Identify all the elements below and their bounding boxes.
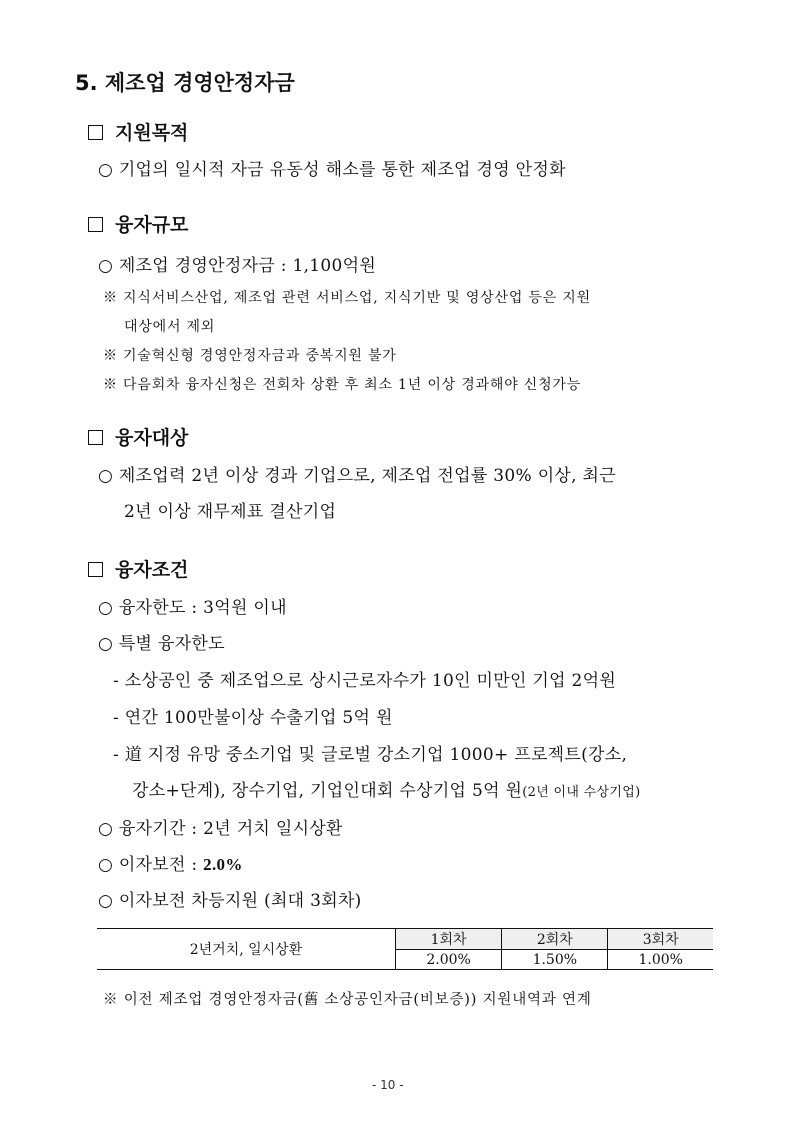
interest-rate-table (97, 928, 713, 970)
special-item-2: - 연간 100만불이상 수출기업 5억 원 (113, 708, 393, 728)
condition-differential: ○ 이자보전 차등지원 (최대 3회차) (98, 891, 362, 911)
table-header-1: 1회차 (396, 929, 502, 950)
section-title: 5. 제조업 경영안정자금 (75, 71, 295, 95)
footnote: ※ 이전 제조업 경영안정자금(舊 소상공인자금(비보증)) 지원내역과 연계 (103, 992, 592, 1008)
heading-target: 융자대상 (88, 423, 188, 450)
table-value-1: 2.00% (396, 950, 502, 970)
special-item-3-cont: 강소+단계), 장수기업, 기업인대회 수상기업 5억 원(2년 이내 수상기업) (132, 781, 641, 801)
purpose-item: ○ 기업의 일시적 자금 유동성 해소를 통한 제조업 경영 안정화 (98, 160, 566, 180)
table-value-2: 1.50% (502, 950, 608, 970)
heading-conditions: 융자조건 (88, 555, 188, 582)
table-value-3: 1.00% (638, 951, 683, 968)
condition-special: ○ 특별 융자한도 (98, 634, 225, 654)
scale-note-1: ※ 지식서비스산업, 제조업 관련 서비스업, 지식기반 및 영상산업 등은 지원 (103, 290, 591, 306)
page-number: - 10 - (372, 1078, 404, 1092)
heading-purpose: 지원목적 (88, 118, 188, 145)
condition-limit: ○ 융자한도 : 3억원 이내 (98, 598, 287, 618)
heading-scale: 융자규모 (88, 210, 188, 237)
checkbox-square-icon (88, 430, 103, 445)
table-row-label: 2년거치, 일시상환 (97, 929, 396, 970)
checkbox-square-icon (88, 562, 103, 577)
checkbox-square-icon (88, 125, 103, 140)
table-header-2: 2회차 (502, 929, 608, 950)
scale-item: ○ 제조업 경영안정자금 : 1,100억원 (98, 256, 377, 276)
scale-note-3: ※ 다음회차 융자신청은 전회차 상환 후 최소 1년 이상 경과해야 신청가능 (103, 377, 582, 393)
condition-period: ○ 융자기간 : 2년 거치 일시상환 (98, 819, 343, 839)
special-item-3: - 道 지정 유망 중소기업 및 글로벌 강소기업 1000+ 프로젝트(강소, (113, 745, 628, 765)
target-item: ○ 제조업력 2년 이상 경과 기업으로, 제조업 전업률 30% 이상, 최근 (98, 466, 616, 486)
special-item-3-small: (2년 이내 수상기업) (522, 785, 641, 800)
condition-interest: ○ 이자보전 : 2.0% (98, 855, 243, 875)
table-header-3: 3회차 (608, 929, 713, 950)
scale-note-2: ※ 기술혁신형 경영안정자금과 중복지원 불가 (103, 348, 397, 364)
scale-note-1-cont: 대상에서 제외 (124, 319, 216, 335)
interest-rate-value: 2.0% (203, 855, 243, 874)
checkbox-square-icon (88, 217, 103, 232)
special-item-1: - 소상공인 중 제조업으로 상시근로자수가 10인 미만인 기업 2억원 (113, 671, 617, 691)
target-item-cont: 2년 이상 재무제표 결산기업 (124, 502, 337, 522)
